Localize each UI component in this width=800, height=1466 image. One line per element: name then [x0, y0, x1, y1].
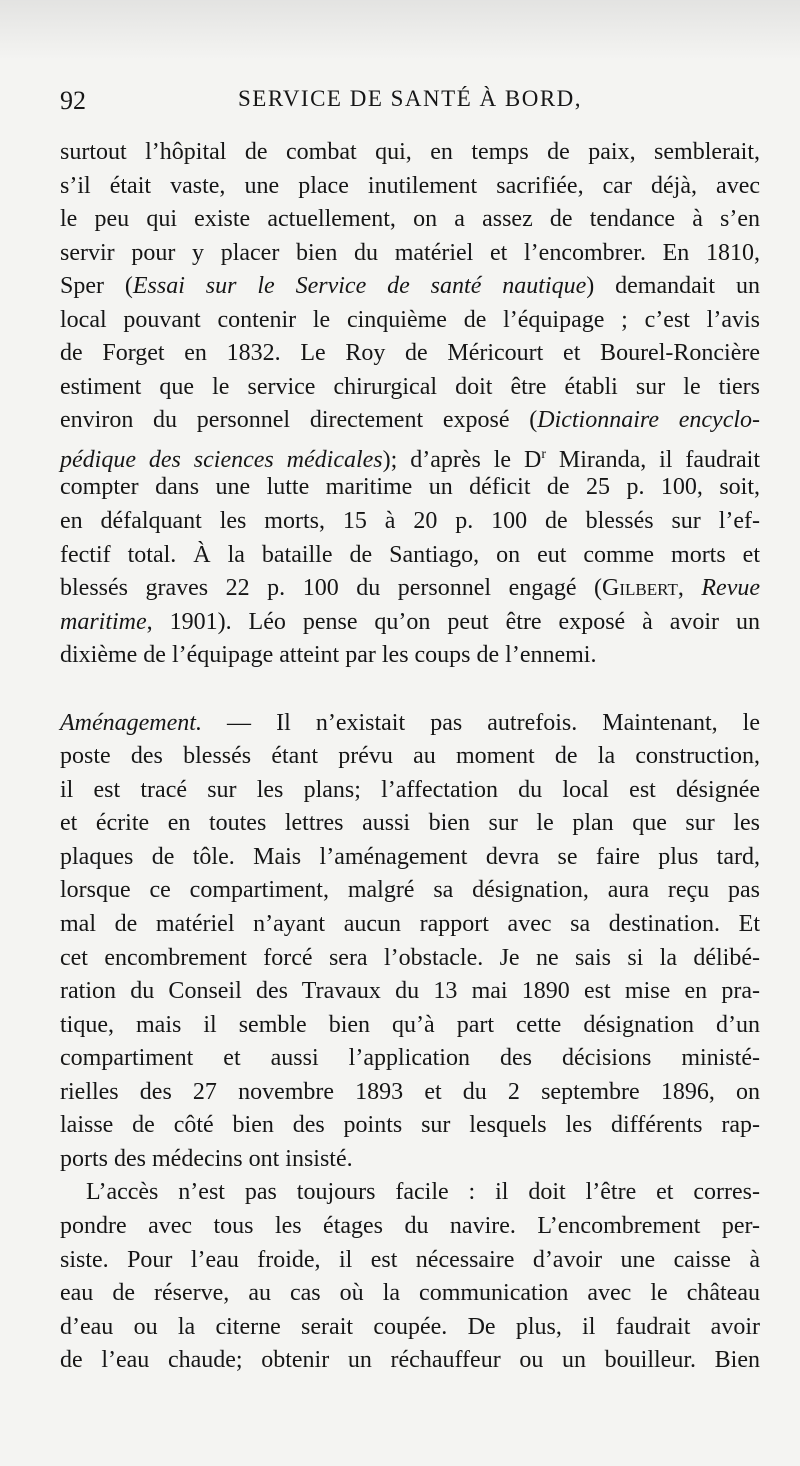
section-heading: Aménagement. [60, 709, 202, 736]
page-number: 92 [60, 86, 86, 115]
text-line: de Forget en 1832. Le Roy de Méricourt et Bourel-Roncière [60, 340, 760, 367]
text-line: s’il était vaste, une place inutilement sacrifiée, car déjà, avec [60, 172, 760, 199]
text-line: en défalquant les morts, 15 à 20 p. 100 de blessés sur l’ef- [60, 508, 760, 535]
text-line: pédique des sciences médicales); d’après le $D^r$ Miranda, il faudrait [60, 446, 761, 473]
text-line: L’accès n’est pas toujours facile : il doit l’être et corres- [86, 1179, 760, 1206]
text-line: Sper (Essai sur le Service de santé nautique) demandait un [60, 273, 760, 300]
dictionary-citation: Dictionnaire encyclo- [537, 407, 761, 434]
text-line: maritime, 1901). Léo pense qu’on peut être exposé à avoir un [60, 608, 760, 635]
text-line: et écrite en toutes lettres aussi bien sur le plan que sur les [60, 810, 760, 837]
paragraph-gap [60, 673, 760, 707]
dictionary-citation-cont: pédique des sciences médicales [60, 446, 383, 473]
text-line: compter dans une lutte maritime un déficit de 25 p. 100, soit, [60, 474, 760, 501]
journal-citation: Revue [701, 575, 761, 602]
book-title-citation: Essai sur le Service de santé nautique [132, 273, 587, 300]
text-line: rielles des 27 novembre 1893 et du 2 septembre 1896, on [60, 1078, 760, 1105]
text-line: environ du personnel directement exposé (Dictionnaire encyclo- [60, 407, 761, 434]
text-line: compartiment et aussi l’application des décisions ministé- [60, 1045, 760, 1072]
running-title: SERVICE DE SANTÉ À BORD, [237, 86, 583, 111]
text-line: Aménagement. — Il n’existait pas autrefois. Maintenant, le [60, 709, 760, 736]
text-line: lorsque ce compartiment, malgré sa désignation, aura reçu pas [60, 877, 760, 904]
text-line: laisse de côté bien des points sur lesquels les différents rap- [60, 1112, 760, 1139]
text-line: eau de réserve, au cas où la communication avec le château [60, 1280, 760, 1307]
text-line: fectif total. À la bataille de Santiago, on eut comme morts et [60, 541, 760, 568]
text-line: ports des médecins ont insisté. [60, 1145, 353, 1172]
text-line: dixième de l’équipage atteint par les coups de l’ennemi. [60, 642, 597, 669]
body-text [60, 136, 760, 1378]
text-line: siste. Pour l’eau froide, il est nécessaire d’avoir une caisse à [60, 1246, 760, 1273]
text-line: mal de matériel n’ayant aucun rapport avec sa destination. Et [60, 911, 760, 938]
text-line: surtout l’hôpital de combat qui, en temps de paix, semblerait, [60, 139, 760, 165]
text-line: il est tracé sur les plans; l’affectation du local est désignée [60, 776, 760, 803]
text-line: pondre avec tous les étages du navire. L’encombrement per- [60, 1212, 760, 1239]
text-line: poste des blessés étant prévu au moment de la construction, [60, 743, 760, 770]
text-line: servir pour y placer bien du matériel et l’encombrer. En 1810, [60, 239, 760, 266]
journal-citation-cont: maritime [60, 608, 147, 635]
text-line: ration du Conseil des Travaux du 13 mai 1890 est mise en pra- [60, 978, 760, 1005]
text-line: plaques de tôle. Mais l’aménagement devra se faire plus tard, [60, 843, 760, 870]
text-line: le peu qui existe actuellement, on a assez de tendance à s’en [60, 206, 760, 233]
text-line: estiment que le service chirurgical doit être établi sur le tiers [60, 373, 760, 400]
text-line: de l’eau chaude; obtenir un réchauffeur ou un bouilleur. Bien [60, 1347, 760, 1374]
text-line: local pouvant contenir le cinquième de l’équipage ; c’est l’avis [60, 306, 760, 333]
text-line: tique, mais il semble bien qu’à part cette désignation d’un [60, 1011, 760, 1038]
text-line: blessés graves 22 p. 100 du personnel engagé (Gilbert, Revue [60, 575, 761, 602]
text-line: cet encombrement forcé sera l’obstacle. Je ne sais si la délibé- [60, 944, 760, 971]
author-name: Gilbert [602, 575, 678, 602]
page-edge-shading [0, 0, 800, 60]
page-header [60, 86, 760, 126]
text-line: d’eau ou la citerne serait coupée. De plus, il faudrait avoir [60, 1313, 760, 1340]
